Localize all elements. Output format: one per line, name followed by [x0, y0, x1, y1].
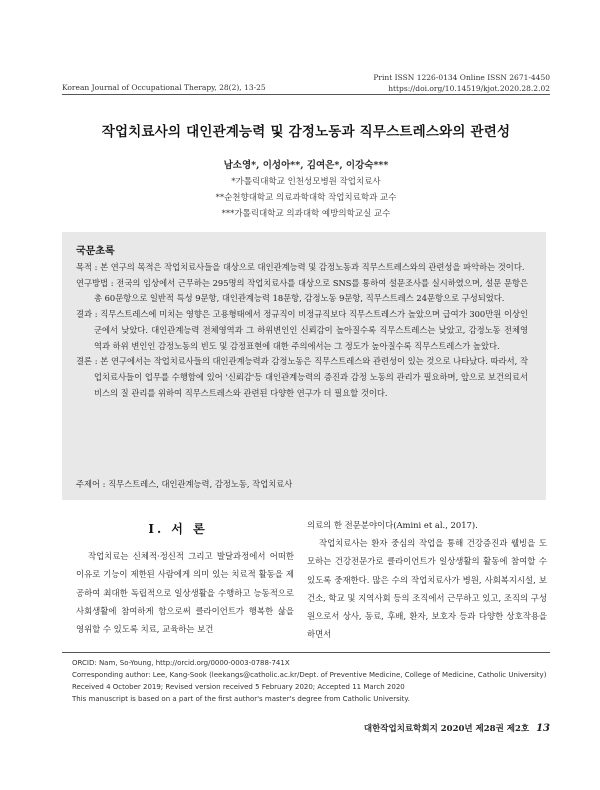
abstract-purpose: 목적 : 본 연구의 목적은 작업치료사들을 대상으로 대인관계능력 및 감정노동과 직무스트레스와의 관련성을 파악하는 것이다.: [76, 262, 525, 272]
abstract-box: [62, 232, 546, 500]
intro-left-column: 작업치료는 신체적·정신적 그리고 발달과정에서 어떠한 이유로 기능이 제한된 사람에게 의미 있는 치료적 활동을 제공하여 최대한 독립적으로 일상생활을 수행하고 능동적으로 사회생활에 참여하게 함으로써 클라이언트가 행복한 삶을 영위할 수 있도록 치료, 교육하는 보건: [76, 551, 294, 635]
header-identifiers: [250, 72, 550, 94]
author-list: 남소영*, 이성아**, 김여은*, 이강숙***: [223, 160, 389, 171]
abstract-methods: 연구방법 : 전국의 임상에서 근무하는 295명의 작업치료사를 대상으로 SNS를 통하여 설문조사를 실시하였으며, 설문 문항은 총 60문항으로 일반적 특성 9문항, 대인관계능력 18문항, 감정노동 9문항, 직무스트레스 24문항으로 구성되었다.: [76, 277, 528, 304]
intro-right-continuation: 의료의 한 전문분야이다(Amini et al., 2017).: [307, 520, 478, 530]
doi[interactable]: https://doi.org/10.14519/kjot.2020.28.2.02: [388, 84, 550, 93]
intro-right-column: 작업치료사는 환자 중심의 작업을 통해 건강증진과 웰빙을 도모하는 건강전문가로 클라이언트가 일상생활의 활동에 참여할 수 있도록 중재한다. 많은 수의 작업치료사가 병원, 사회복지시설, 보건소, 학교 및 지역사회 등의 조직에서 근무하고 있고, 조직의 구성원으로서 상사, 동료, 후배, 환자, 보호자 등과 다양한 상호작용을 하면서: [307, 538, 547, 640]
affiliation-3: ***가톨릭대학교 의과대학 예방의학교실 교수: [221, 209, 391, 219]
received-dates-note: Received 4 October 2019; Revised version received 5 February 2020; Accepted 11 March 2020: [72, 683, 405, 691]
orcid-note: ORCID: Nam, So-Young, http://orcid.org/0000-0003-0788-741X: [72, 659, 290, 667]
header-rule: [62, 94, 550, 95]
journal-citation: Korean Journal of Occupational Therapy, 28(2), 13-25: [62, 83, 266, 92]
abstract-body: [76, 260, 528, 401]
abstract-heading: 국문초록: [76, 246, 115, 257]
abstract-results: 결과 : 직무스트레스에 미치는 영향은 고용형태에서 정규직이 비정규직보다 직무스트레스가 높았으며 급여가 300만원 이상인 군에서 낮았다. 대인관계능력 전체영역과 그 하위변인인 신뢰감이 높아질수록 직무스트레스는 낮았고, 감정노동 전체영역과 하위 변인인 감정노동의 빈도 및 감정표현에 대한 주의에서는 그 정도가 높아질수록 직무스트레스가 높았다.: [76, 309, 528, 351]
issn: Print ISSN 1226-0134 Online ISSN 2671-4450: [373, 73, 550, 82]
footnotes: [72, 657, 552, 705]
affiliation-1: *가톨릭대학교 인천성모병원 작업치료사: [231, 177, 381, 187]
page-footer: [364, 722, 550, 734]
footnote-rule: [62, 652, 550, 653]
corresponding-author-note: Corresponding author: Lee, Kang-Sook (leekangs@catholic.ac.kr/Dept. of Preventive Medicine, College of Medicine, Catholic University): [72, 671, 547, 679]
abstract-conclusion: 결론 : 본 연구에서는 작업치료사들의 대인관계능력과 감정노동은 직무스트레스와 관련성이 있는 것으로 나타났다. 따라서, 작업치료사들이 업무를 수행함에 있어 '신뢰감'등 대인관계능력의 증진과 감정 노동의 관리가 필요하며, 앞으로 보건의료서비스의 질 관리를 위하여 직무스트레스와 관련된 다양한 연구가 더 필요할 것이다.: [76, 356, 528, 398]
footer-journal-issue: 대한작업치료학회지 2020년 제28권 제2호: [363, 724, 530, 734]
affiliation-2: **순천향대학교 의료과학대학 작업치료학과 교수: [215, 193, 397, 203]
manuscript-note: This manuscript is based on a part of the first author's master's degree from Catholic University.: [72, 695, 410, 703]
section-heading: Ⅰ. 서 론: [148, 522, 208, 536]
keywords: 주제어 : 직무스트레스, 대인관계능력, 감정노동, 작업치료사: [76, 479, 293, 489]
page-number: 13: [536, 723, 550, 734]
paper-title: 작업치료사의 대인관계능력 및 감정노동과 직무스트레스와의 관련성: [101, 124, 511, 140]
